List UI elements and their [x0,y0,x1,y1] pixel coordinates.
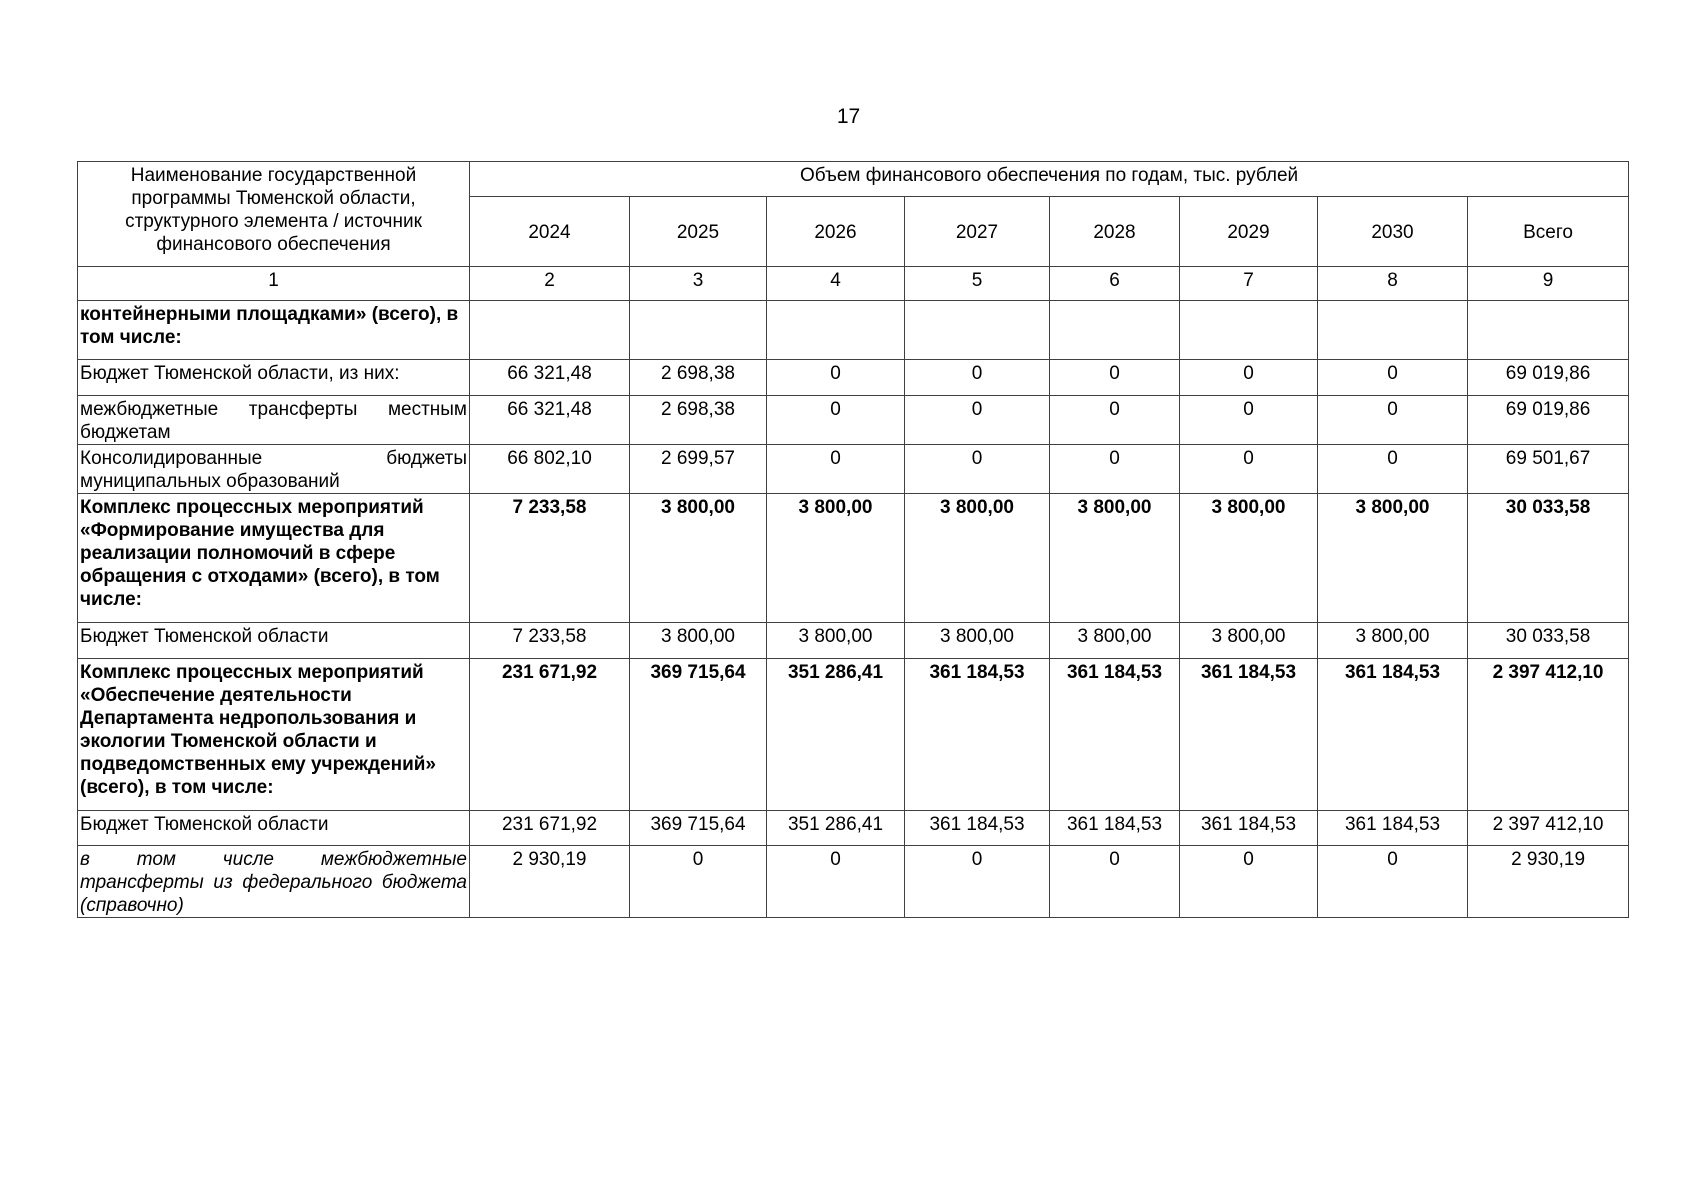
row-value: 3 800,00 [905,623,1050,659]
row-value [1318,301,1468,360]
table-row [78,494,1629,623]
row-value: 2 698,38 [630,360,767,396]
row-value: 0 [767,396,905,445]
row-value: 0 [1180,396,1318,445]
row-value: 3 800,00 [905,494,1050,623]
row-name: Комплекс процессных мероприятий «Обеспечение деятельности Департамента недропользования и экологии Тюменской области и подведомственных ему учреждений» (всего), в том числе: [78,659,470,811]
row-name: Консолидированные бюджеты муниципальных образований [78,445,470,494]
header-financing-group: Объем финансового обеспечения по годам, тыс. рублей [470,162,1629,197]
row-value [1468,301,1629,360]
row-value: 361 184,53 [1050,811,1180,846]
row-value: 66 321,48 [470,360,630,396]
header-year: 2024 [470,197,630,267]
row-value: 3 800,00 [1318,623,1468,659]
row-name: Бюджет Тюменской области [78,623,470,659]
row-value: 0 [1050,360,1180,396]
column-number: 6 [1050,267,1180,301]
row-value: 361 184,53 [1050,659,1180,811]
row-value: 2 930,19 [1468,846,1629,918]
row-name: Бюджет Тюменской области [78,811,470,846]
row-value: 0 [905,360,1050,396]
row-value: 0 [1050,846,1180,918]
header-year: 2030 [1318,197,1468,267]
row-name: контейнерными площадками» (всего), в том числе: [78,301,470,360]
row-name: межбюджетные трансферты местным бюджетам [78,396,470,445]
table-row [78,445,1629,494]
table-row [78,811,1629,846]
column-number: 1 [78,267,470,301]
row-value: 361 184,53 [1318,659,1468,811]
row-value: 2 699,57 [630,445,767,494]
header-year: 2026 [767,197,905,267]
column-number: 8 [1318,267,1468,301]
table-row [78,659,1629,811]
column-number: 3 [630,267,767,301]
row-value: 0 [767,360,905,396]
row-value: 3 800,00 [630,494,767,623]
column-number: 9 [1468,267,1629,301]
column-number: 7 [1180,267,1318,301]
row-name: Бюджет Тюменской области, из них: [78,360,470,396]
row-value: 0 [1318,445,1468,494]
row-value: 30 033,58 [1468,494,1629,623]
row-value: 369 715,64 [630,659,767,811]
page-number: 17 [836,105,861,128]
row-value: 0 [1180,846,1318,918]
header-total: Всего [1468,197,1629,267]
column-number-row [78,267,1629,301]
row-value: 3 800,00 [1050,494,1180,623]
row-value: 231 671,92 [470,659,630,811]
row-value: 361 184,53 [905,659,1050,811]
row-value [767,301,905,360]
row-value: 3 800,00 [1180,623,1318,659]
row-value: 3 800,00 [1050,623,1180,659]
row-value: 30 033,58 [1468,623,1629,659]
row-value: 66 802,10 [470,445,630,494]
header-year: 2027 [905,197,1050,267]
financing-table [77,161,1629,918]
row-value: 351 286,41 [767,811,905,846]
row-name: Комплекс процессных мероприятий «Формирование имущества для реализации полномочий в сфере обращения с отходами» (всего), в том числе: [78,494,470,623]
table-row [78,846,1629,918]
row-value: 3 800,00 [767,494,905,623]
row-value: 2 698,38 [630,396,767,445]
row-value: 0 [1180,360,1318,396]
row-value: 0 [905,846,1050,918]
row-value: 2 930,19 [470,846,630,918]
row-value: 369 715,64 [630,811,767,846]
row-value: 7 233,58 [470,494,630,623]
row-value: 361 184,53 [1180,659,1318,811]
row-value: 0 [1318,396,1468,445]
row-value: 0 [905,445,1050,494]
table-row [78,301,1629,360]
row-value: 3 800,00 [630,623,767,659]
row-value: 3 800,00 [767,623,905,659]
row-value: 0 [1050,396,1180,445]
row-value: 3 800,00 [1318,494,1468,623]
row-value: 2 397 412,10 [1468,659,1629,811]
row-value [1050,301,1180,360]
row-value: 0 [905,396,1050,445]
row-value: 351 286,41 [767,659,905,811]
column-number: 4 [767,267,905,301]
row-value [1180,301,1318,360]
row-value [630,301,767,360]
table-row [78,360,1629,396]
row-value [905,301,1050,360]
row-value [470,301,630,360]
row-value: 231 671,92 [470,811,630,846]
header-row-1 [78,162,1629,197]
row-value: 3 800,00 [1180,494,1318,623]
row-value: 69 501,67 [1468,445,1629,494]
row-value: 69 019,86 [1468,396,1629,445]
row-value: 7 233,58 [470,623,630,659]
row-value: 2 397 412,10 [1468,811,1629,846]
row-value: 66 321,48 [470,396,630,445]
row-value: 0 [767,846,905,918]
row-name: в том числе межбюджетные трансферты из федерального бюджета (справочно) [78,846,470,918]
row-value: 0 [630,846,767,918]
row-value: 0 [1318,360,1468,396]
row-value: 361 184,53 [1180,811,1318,846]
row-value: 361 184,53 [905,811,1050,846]
row-value: 0 [1318,846,1468,918]
row-value: 0 [767,445,905,494]
row-value: 361 184,53 [1318,811,1468,846]
row-value: 0 [1050,445,1180,494]
row-value: 69 019,86 [1468,360,1629,396]
row-value: 0 [1180,445,1318,494]
table-row [78,396,1629,445]
header-year: 2028 [1050,197,1180,267]
table-row [78,623,1629,659]
header-name-column: Наименование государственной программы Тюменской области, структурного элемента / источник финансового обеспечения [78,162,470,267]
column-number: 5 [905,267,1050,301]
header-year: 2025 [630,197,767,267]
header-year: 2029 [1180,197,1318,267]
column-number: 2 [470,267,630,301]
